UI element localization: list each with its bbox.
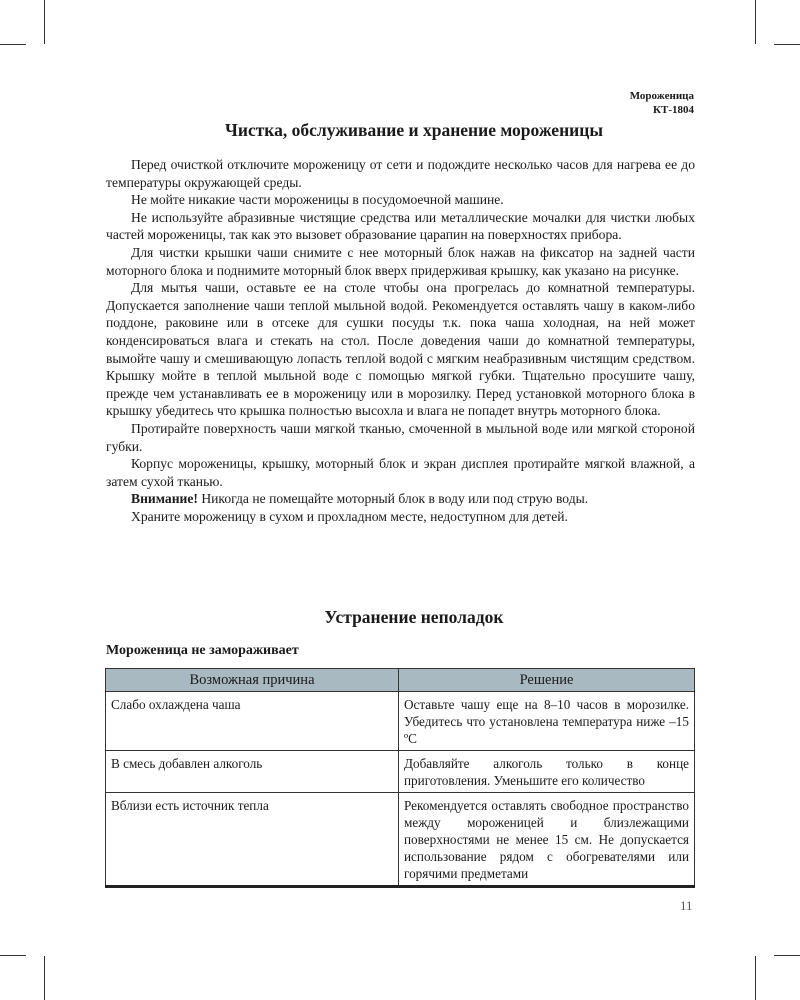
crop-mark	[774, 44, 800, 45]
crop-mark	[44, 956, 45, 1000]
crop-mark	[755, 956, 756, 1000]
troubleshooting-table	[105, 668, 695, 888]
subheading: Мороженица не замораживает	[106, 643, 299, 658]
paragraph: Не используйте абразивные чистящие средства или металлические мочалки для чистки любых частей мороженицы, так как это вызовет образование царапин на поверхностях прибора.	[106, 209, 695, 243]
section-title-cleaning: Чистка, обслуживание и хранение мороженицы	[225, 120, 603, 140]
cause-cell: Слабо охлаждена чаша	[106, 692, 399, 751]
crop-mark	[755, 0, 756, 44]
paragraph: Перед очисткой отключите мороженицу от сети и подождите несколько часов для нагрева ее до температуры окружающей среды.	[106, 157, 695, 190]
header-model: КТ-1804	[653, 104, 694, 116]
cleaning-instructions	[106, 156, 695, 525]
crop-mark	[774, 955, 800, 956]
warning-label: Внимание!	[131, 491, 198, 507]
warning-paragraph	[106, 490, 695, 508]
crop-mark	[0, 44, 26, 45]
paragraph: Не мойте никакие части мороженицы в посудомоечной машине.	[131, 192, 504, 208]
solution-cell: Оставьте чашу еще на 8–10 часов в морозилке. Убедитесь что установлена температура ниже –15 ºС	[399, 692, 695, 751]
page-number: 11	[680, 898, 693, 913]
section-title-troubleshooting: Устранение неполадок	[324, 607, 504, 627]
warning-text: Никогда не помещайте моторный блок в воду или под струю воды.	[197, 491, 589, 507]
paragraph: Храните мороженицу в сухом и прохладном месте, недоступном для детей.	[131, 508, 568, 524]
paragraph: Для чистки крышки чаши снимите с нее моторный блок нажав на фиксатор на задней части моторного блока и поднимите моторный блок вверх придерживая крышку, как указано на рисунке.	[106, 244, 695, 278]
cause-cell: В смесь добавлен алкоголь	[106, 751, 399, 793]
table-row	[106, 751, 695, 793]
column-header-solution: Решение	[399, 669, 695, 692]
table-header-row	[106, 669, 695, 692]
running-header	[630, 89, 694, 117]
solution-cell: Рекомендуется оставлять свободное пространство между мороженицей и близлежащими поверхностями не менее 15 см. Не допускается использование рядом с обогревателями или горячими предметами	[399, 793, 695, 887]
table-row	[106, 692, 695, 751]
cause-cell: Вблизи есть источник тепла	[106, 793, 399, 887]
crop-mark	[0, 955, 26, 956]
paragraph: Протирайте поверхность чаши мягкой тканью, смоченной в мыльной воде или мягкой стороной губки.	[106, 420, 695, 454]
column-header-cause: Возможная причина	[106, 669, 399, 692]
crop-mark	[44, 0, 45, 44]
solution-cell: Добавляйте алкоголь только в конце приготовления. Уменьшите его количество	[399, 751, 695, 793]
paragraph: Для мытья чаши, оставьте ее на столе чтобы она прогрелась до комнатной температуры. Допускается заполнение чаши теплой мыльной водой. Рекомендуется оставлять чашу в каком-либо поддоне, раковине или в отсеке для сушки посуды т.к. пока чаша холодная, на ней может конденсироваться влага и стекать на стол. После доведения чаши до комнатной температуры, вымойте чашу и смешивающую лопасть теплой водой с мягким неабразивным чистящим средством. Крышку мойте в теплой мыльной воде с помощью мягкой губки. Тщательно просушите чашу, прежде чем устанавливать ее в мороженицу или в морозилку. Перед установкой моторного блока в крышку убедитесь что крышка полностью высохла и влага не попадет внутрь моторного блока.	[106, 280, 695, 419]
table-row	[106, 793, 695, 887]
header-product: Мороженица	[629, 90, 694, 102]
paragraph: Корпус мороженицы, крышку, моторный блок и экран дисплея протирайте мягкой влажной, а затем сухой тканью.	[106, 456, 695, 489]
